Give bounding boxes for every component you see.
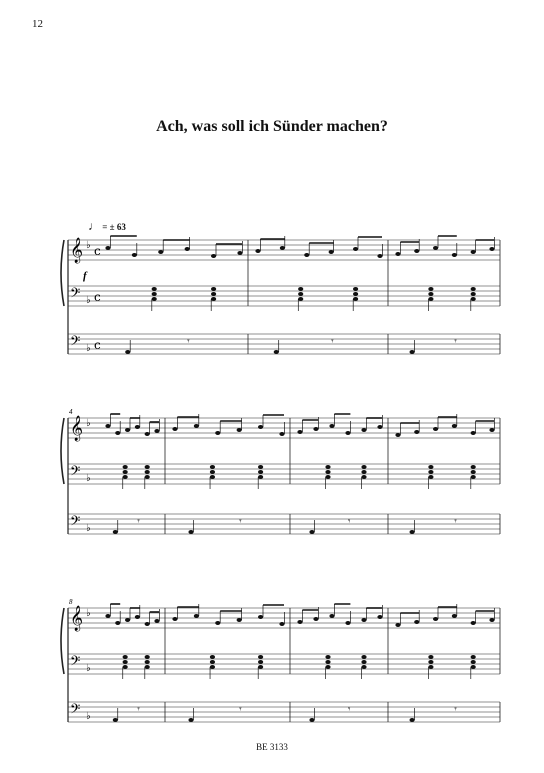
- quarter-note-icon: ♩: [88, 219, 100, 233]
- note-head: [489, 428, 494, 432]
- time-signature: c: [94, 290, 101, 304]
- note-head: [258, 615, 263, 619]
- bass-clef-icon: 𝄢: [70, 653, 81, 672]
- system: [61, 408, 500, 534]
- note-head: [132, 253, 137, 257]
- bass-clef-icon: 𝄢: [70, 701, 81, 720]
- note-head: [211, 292, 216, 296]
- eighth-rest-icon: 𝄾: [454, 517, 457, 527]
- note-head: [471, 287, 476, 291]
- note-head: [258, 465, 263, 469]
- treble-clef-icon: 𝄞: [70, 238, 84, 263]
- note-head: [428, 287, 433, 291]
- note-head: [325, 470, 330, 474]
- flat-icon: ♭: [86, 240, 91, 251]
- note-head: [298, 287, 303, 291]
- note-head: [279, 622, 284, 626]
- note-head: [329, 424, 334, 428]
- note-head: [361, 470, 366, 474]
- note-head: [428, 297, 433, 301]
- note-head: [211, 297, 216, 301]
- note-head: [361, 660, 366, 664]
- note-head: [428, 655, 433, 659]
- note-head: [489, 618, 494, 622]
- note-head: [210, 475, 215, 479]
- note-head: [471, 621, 476, 625]
- brace: [61, 418, 64, 484]
- note-head: [172, 427, 177, 431]
- note-head: [145, 665, 150, 669]
- note-head: [361, 465, 366, 469]
- note-head: [428, 475, 433, 479]
- bass-clef-icon: 𝄢: [70, 513, 81, 532]
- note-head: [325, 465, 330, 469]
- pedal-staff: [68, 701, 500, 722]
- note-head: [210, 465, 215, 469]
- note-head: [325, 665, 330, 669]
- note-head: [452, 614, 457, 618]
- flat-icon: ♭: [86, 608, 91, 619]
- note-head: [471, 431, 476, 435]
- note-head: [154, 619, 159, 623]
- note-head: [329, 250, 334, 254]
- flat-icon: ♭: [86, 295, 91, 306]
- note-head: [123, 665, 128, 669]
- note-head: [237, 251, 242, 255]
- note-head: [125, 618, 130, 622]
- note-head: [215, 431, 220, 435]
- note-head: [280, 246, 285, 250]
- note-head: [428, 292, 433, 296]
- measure-number: 4: [69, 408, 73, 416]
- note-head: [123, 465, 128, 469]
- measure-number: 8: [69, 598, 73, 606]
- bass-clef-icon: 𝄢: [70, 463, 81, 482]
- note-head: [115, 621, 120, 625]
- bass-staff: [68, 463, 500, 484]
- tempo-value: = ± 63: [102, 222, 126, 232]
- treble-clef-icon: 𝄞: [70, 416, 84, 441]
- note-head: [113, 530, 118, 534]
- note-head: [123, 470, 128, 474]
- note-head: [210, 660, 215, 664]
- flat-icon: ♭: [86, 418, 91, 429]
- note-head: [395, 623, 400, 627]
- note-head: [361, 428, 366, 432]
- note-head: [145, 475, 150, 479]
- note-head: [255, 249, 260, 253]
- note-head: [194, 614, 199, 618]
- eighth-rest-icon: 𝄾: [331, 337, 334, 347]
- note-head: [414, 430, 419, 434]
- note-head: [188, 718, 193, 722]
- note-head: [297, 620, 302, 624]
- bass-staff: [68, 653, 500, 674]
- flat-icon: ♭: [86, 711, 91, 722]
- eighth-rest-icon: 𝄾: [454, 705, 457, 715]
- piece-title: Ach, was soll ich Sünder machen?: [156, 118, 388, 135]
- note-head: [215, 621, 220, 625]
- note-head: [172, 617, 177, 621]
- note-head: [297, 430, 302, 434]
- note-head: [210, 470, 215, 474]
- note-head: [115, 431, 120, 435]
- note-head: [414, 620, 419, 624]
- note-head: [188, 530, 193, 534]
- note-head: [345, 621, 350, 625]
- note-head: [313, 427, 318, 431]
- eighth-rest-icon: 𝄾: [137, 517, 140, 527]
- note-head: [135, 615, 140, 619]
- note-head: [145, 465, 150, 469]
- note-head: [258, 660, 263, 664]
- note-head: [211, 287, 216, 291]
- note-head: [145, 432, 150, 436]
- note-head: [211, 254, 216, 258]
- system: [61, 236, 500, 354]
- note-head: [414, 249, 419, 253]
- note-head: [428, 665, 433, 669]
- note-head: [410, 530, 415, 534]
- bass-clef-icon: 𝄢: [70, 285, 81, 304]
- note-head: [313, 617, 318, 621]
- note-head: [152, 297, 157, 301]
- time-signature: c: [94, 244, 101, 258]
- note-head: [135, 425, 140, 429]
- note-head: [452, 253, 457, 257]
- note-head: [395, 252, 400, 256]
- note-head: [145, 655, 150, 659]
- treble-clef-icon: 𝄞: [70, 606, 84, 631]
- note-head: [361, 655, 366, 659]
- note-head: [377, 615, 382, 619]
- eighth-rest-icon: 𝄾: [348, 705, 351, 715]
- flat-icon: ♭: [86, 343, 91, 354]
- note-head: [105, 614, 110, 618]
- note-head: [410, 350, 415, 354]
- brace: [61, 240, 64, 306]
- note-head: [258, 425, 263, 429]
- note-head: [471, 665, 476, 669]
- note-head: [471, 292, 476, 296]
- note-head: [325, 660, 330, 664]
- note-head: [258, 665, 263, 669]
- note-head: [113, 718, 118, 722]
- note-head: [471, 470, 476, 474]
- eighth-rest-icon: 𝄾: [187, 337, 190, 347]
- note-head: [489, 247, 494, 251]
- note-head: [433, 246, 438, 250]
- note-head: [237, 428, 242, 432]
- system: [61, 598, 500, 722]
- note-head: [274, 350, 279, 354]
- note-head: [145, 622, 150, 626]
- note-head: [377, 254, 382, 258]
- note-head: [298, 292, 303, 296]
- eighth-rest-icon: 𝄾: [239, 705, 242, 715]
- note-head: [210, 655, 215, 659]
- note-head: [410, 718, 415, 722]
- note-head: [361, 618, 366, 622]
- note-head: [428, 465, 433, 469]
- page-number: 12: [32, 18, 43, 30]
- note-head: [123, 475, 128, 479]
- treble-staff: [68, 237, 500, 263]
- bass-clef-icon: 𝄢: [70, 333, 81, 352]
- note-head: [152, 287, 157, 291]
- pedal-staff: [68, 333, 500, 354]
- flat-icon: ♭: [86, 473, 91, 484]
- pedal-staff: [68, 513, 500, 534]
- note-head: [210, 665, 215, 669]
- dynamic-forte: f: [83, 270, 87, 282]
- note-head: [329, 614, 334, 618]
- note-head: [309, 530, 314, 534]
- note-head: [361, 665, 366, 669]
- note-head: [123, 655, 128, 659]
- note-head: [345, 431, 350, 435]
- note-head: [105, 246, 110, 250]
- flat-icon: ♭: [86, 523, 91, 534]
- note-head: [105, 424, 110, 428]
- note-head: [309, 718, 314, 722]
- note-head: [361, 475, 366, 479]
- note-head: [428, 470, 433, 474]
- note-head: [325, 475, 330, 479]
- bass-staff: [68, 285, 500, 306]
- eighth-rest-icon: 𝄾: [239, 517, 242, 527]
- note-head: [145, 660, 150, 664]
- note-head: [258, 655, 263, 659]
- note-head: [433, 617, 438, 621]
- note-head: [145, 470, 150, 474]
- eighth-rest-icon: 𝄾: [348, 517, 351, 527]
- note-head: [353, 247, 358, 251]
- note-head: [377, 425, 382, 429]
- note-head: [428, 660, 433, 664]
- note-head: [152, 292, 157, 296]
- note-head: [298, 297, 303, 301]
- note-head: [471, 250, 476, 254]
- note-head: [353, 292, 358, 296]
- note-head: [353, 297, 358, 301]
- note-head: [304, 253, 309, 257]
- note-head: [279, 432, 284, 436]
- eighth-rest-icon: 𝄾: [454, 337, 457, 347]
- note-head: [452, 424, 457, 428]
- note-head: [154, 429, 159, 433]
- note-head: [471, 475, 476, 479]
- note-head: [325, 655, 330, 659]
- note-head: [158, 250, 163, 254]
- note-head: [258, 470, 263, 474]
- note-head: [433, 427, 438, 431]
- note-head: [185, 247, 190, 251]
- note-head: [194, 424, 199, 428]
- note-head: [353, 287, 358, 291]
- note-head: [471, 465, 476, 469]
- eighth-rest-icon: 𝄾: [137, 705, 140, 715]
- time-signature: c: [94, 338, 101, 352]
- brace: [61, 608, 64, 674]
- footer-code: BE 3133: [256, 742, 288, 752]
- note-head: [471, 297, 476, 301]
- note-head: [395, 433, 400, 437]
- note-head: [237, 618, 242, 622]
- flat-icon: ♭: [86, 663, 91, 674]
- note-head: [471, 660, 476, 664]
- note-head: [125, 428, 130, 432]
- note-head: [471, 655, 476, 659]
- note-head: [123, 660, 128, 664]
- note-head: [258, 475, 263, 479]
- note-head: [125, 350, 130, 354]
